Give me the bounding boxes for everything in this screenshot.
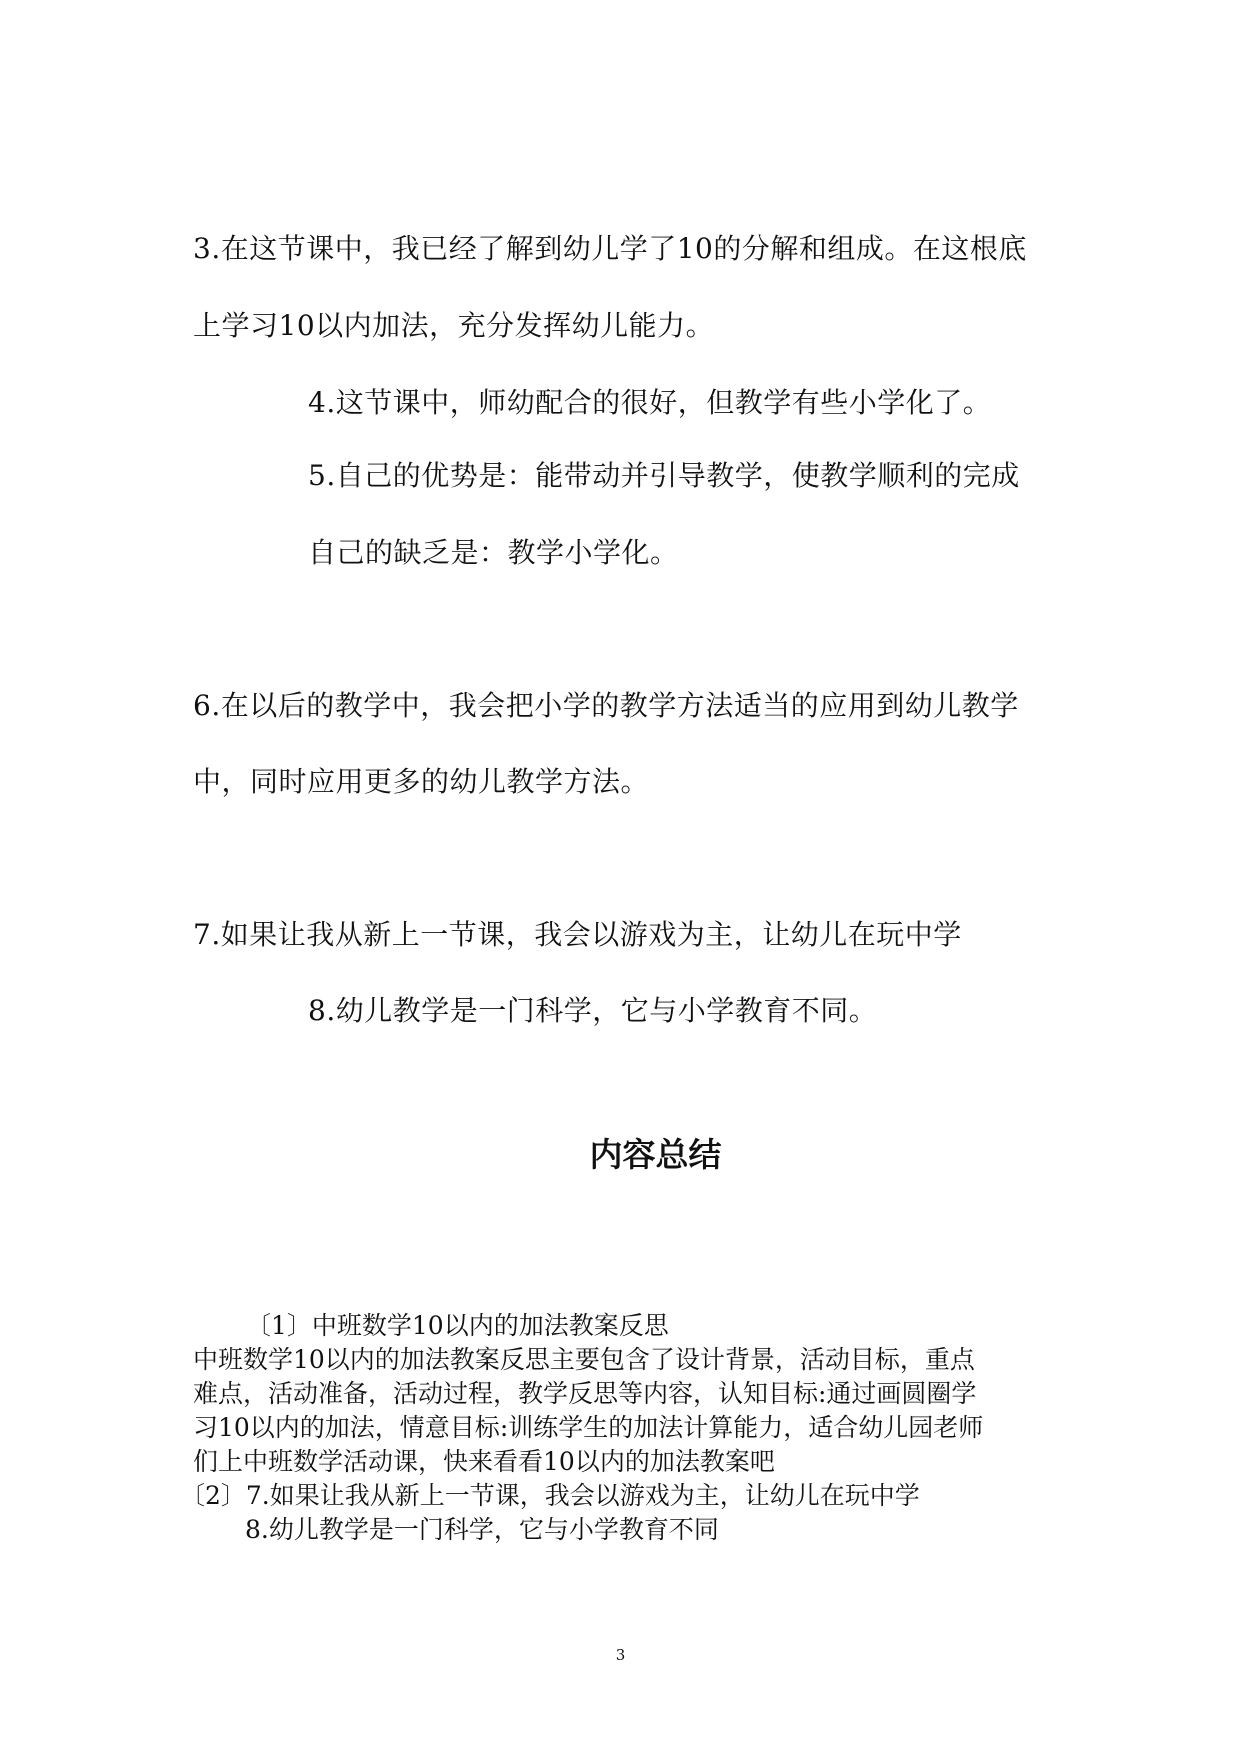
paragraph-4: 4.这节课中，师幼配合的很好，但教学有些小学化了。 <box>308 386 992 419</box>
summary-line-3: 难点，活动准备，活动过程，教学反思等内容，认知目标:通过画圆圈学 <box>193 1379 977 1408</box>
paragraph-3-line-2: 上学习10以内加法，充分发挥幼儿能力。 <box>193 309 715 342</box>
paragraph-3-line-1: 3.在这节课中，我已经了解到幼儿学了10的分解和组成。在这根底 <box>193 232 1027 265</box>
summary-line-2: 中班数学10以内的加法教案反思主要包含了设计背景，活动目标，重点 <box>193 1345 975 1374</box>
summary-line-5: 们上中班数学活动课，快来看看10以内的加法教案吧 <box>193 1447 775 1476</box>
paragraph-7: 7.如果让我从新上一节课，我会以游戏为主，让幼儿在玩中学 <box>193 918 962 951</box>
summary-line-6: 〔2〕7.如果让我从新上一节课，我会以游戏为主，让幼儿在玩中学 <box>180 1481 920 1510</box>
summary-title: 内容总结 <box>589 1135 722 1174</box>
page-number: 3 <box>615 1646 626 1664</box>
paragraph-6-line-1: 6.在以后的教学中，我会把小学的教学方法适当的应用到幼儿教学 <box>193 689 1019 722</box>
paragraph-5-line-2: 自己的缺乏是：教学小学化。 <box>308 536 679 569</box>
summary-line-1: 〔1〕中班数学10以内的加法教案反思 <box>246 1311 669 1340</box>
paragraph-5-line-1: 5.自己的优势是：能带动并引导教学，使教学顺利的完成 <box>308 459 1020 492</box>
paragraph-6-line-2: 中，同时应用更多的幼儿教学方法。 <box>193 765 650 798</box>
summary-line-4: 习10以内的加法，情意目标:训练学生的加法计算能力，适合幼儿园老师 <box>193 1413 984 1442</box>
paragraph-8: 8.幼儿教学是一门科学，它与小学教育不同。 <box>308 994 878 1027</box>
summary-line-7: 8.幼儿教学是一门科学，它与小学教育不同 <box>245 1515 719 1544</box>
